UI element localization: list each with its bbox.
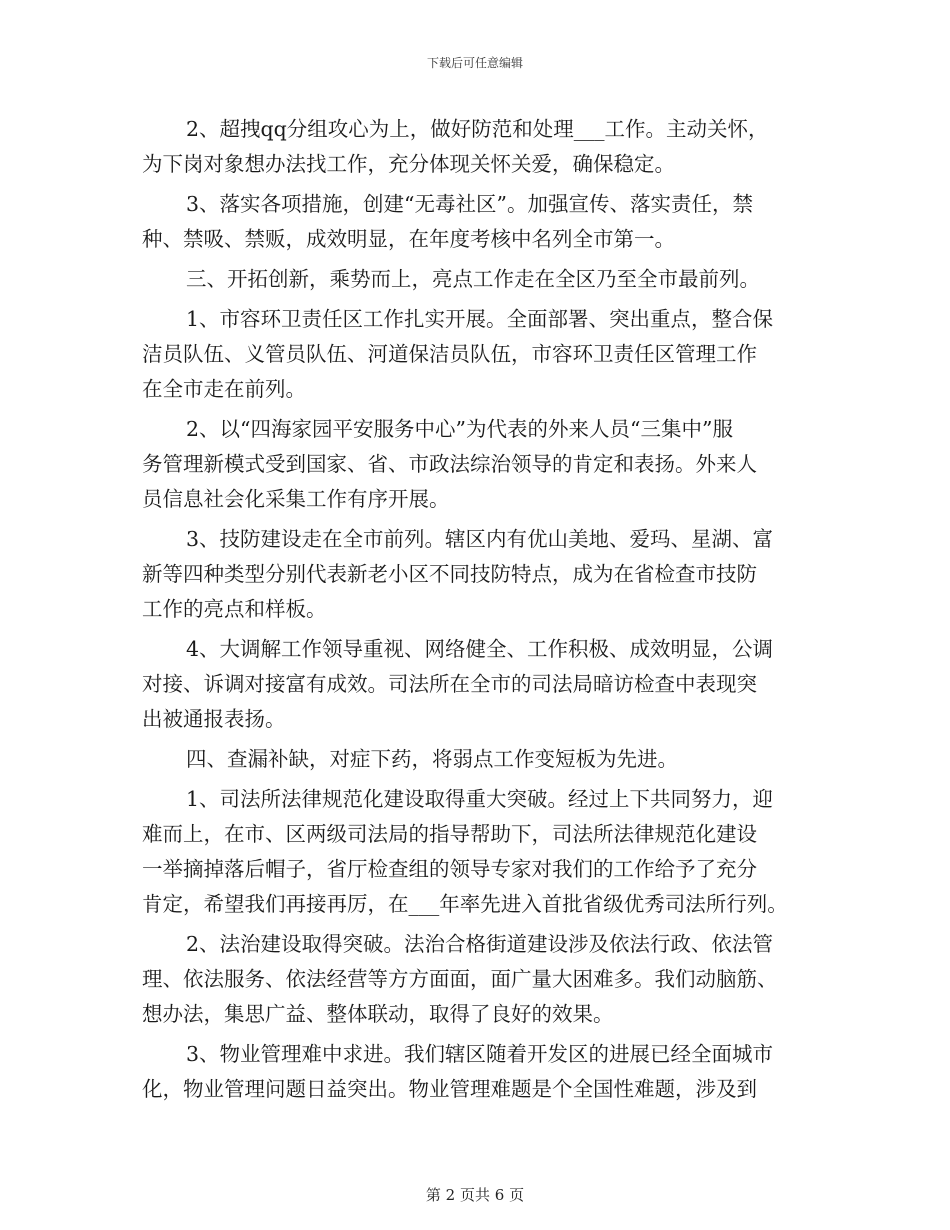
text-line: 新等四种类型分别代表新老小区不同技防特点，成为在省检查市技防 (142, 562, 757, 586)
text-line: 难而上，在市、区两级司法局的指导帮助下，司法所法律规范化建设 (142, 822, 757, 846)
document-body (142, 112, 822, 1112)
paragraph (142, 782, 822, 922)
text-line: 出被通报表扬。 (142, 707, 286, 731)
text-line: 3、技防建设走在全市前列。辖区内有优山美地、爱玛、星湖、富 (186, 527, 774, 551)
text-line: 工作的亮点和样板。 (142, 597, 327, 621)
text-line: 一举摘掉落后帽子，省厅检查组的领导专家对我们的工作给予了充分 (142, 857, 757, 881)
text-line: 3、落实各项措施，创建“无毒社区”。加强宣传、落实责任，禁 (186, 192, 754, 216)
section-heading (142, 262, 822, 297)
text-line: 1、司法所法律规范化建设取得重大突破。经过上下共同努力，迎 (186, 787, 774, 811)
paragraph (142, 927, 822, 1032)
page-header: 下载后可任意编辑 (426, 56, 523, 70)
text-line: 为下岗对象想办法找工作，充分体现关怀关爱，确保稳定。 (142, 152, 675, 176)
text-line: 三、开拓创新，乘势而上，亮点工作走在全区乃至全市最前列。 (186, 267, 760, 291)
text-line: 在全市走在前列。 (142, 377, 306, 401)
paragraph (142, 522, 822, 627)
paragraph (142, 302, 822, 407)
text-line: 对接、诉调对接富有成效。司法所在全市的司法局暗访检查中表现突 (142, 672, 757, 696)
paragraph (142, 632, 822, 737)
text-line: 理、依法服务、依法经营等方方面面，面广量大困难多。我们动脑筋、 (142, 967, 778, 991)
text-line: 四、查漏补缺，对症下药，将弱点工作变短板为先进。 (186, 747, 678, 771)
text-line: 务管理新模式受到国家、省、市政法综治领导的肯定和表扬。外来人 (142, 452, 757, 476)
page-footer: 第 2 页共 6 页 (425, 1186, 525, 1204)
text-line: 想办法，集思广益、整体联动，取得了良好的效果。 (142, 1002, 614, 1026)
section-heading (142, 742, 822, 777)
text-line: 员信息社会化采集工作有序开展。 (142, 487, 450, 511)
paragraph (142, 187, 822, 257)
text-line: 2、超拽qq分组攻心为上，做好防范和处理___工作。主动关怀， (186, 117, 769, 141)
text-line: 洁员队伍、义管员队伍、河道保洁员队伍，市容环卫责任区管理工作 (142, 342, 757, 366)
text-line: 1、市容环卫责任区工作扎实开展。全面部署、突出重点，整合保 (186, 307, 774, 331)
text-line: 3、物业管理难中求进。我们辖区随着开发区的进展已经全面城市 (186, 1042, 774, 1066)
paragraph (142, 1037, 822, 1107)
text-line: 2、以“四海家园平安服务中心”为代表的外来人员“三集中”服 (186, 417, 733, 441)
text-line: 2、法治建设取得突破。法治合格街道建设涉及依法行政、依法管 (186, 932, 774, 956)
text-line: 4、大调解工作领导重视、网络健全、工作积极、成效明显，公调 (186, 637, 774, 661)
paragraph (142, 112, 822, 182)
paragraph (142, 412, 822, 517)
text-line: 种、禁吸、禁贩，成效明显，在年度考核中名列全市第一。 (142, 227, 675, 251)
text-line: 化，物业管理问题日益突出。物业管理难题是个全国性难题，涉及到 (142, 1077, 757, 1101)
text-line: 肯定，希望我们再接再厉，在___年率先进入首批省级优秀司法所行列。 (142, 892, 788, 916)
